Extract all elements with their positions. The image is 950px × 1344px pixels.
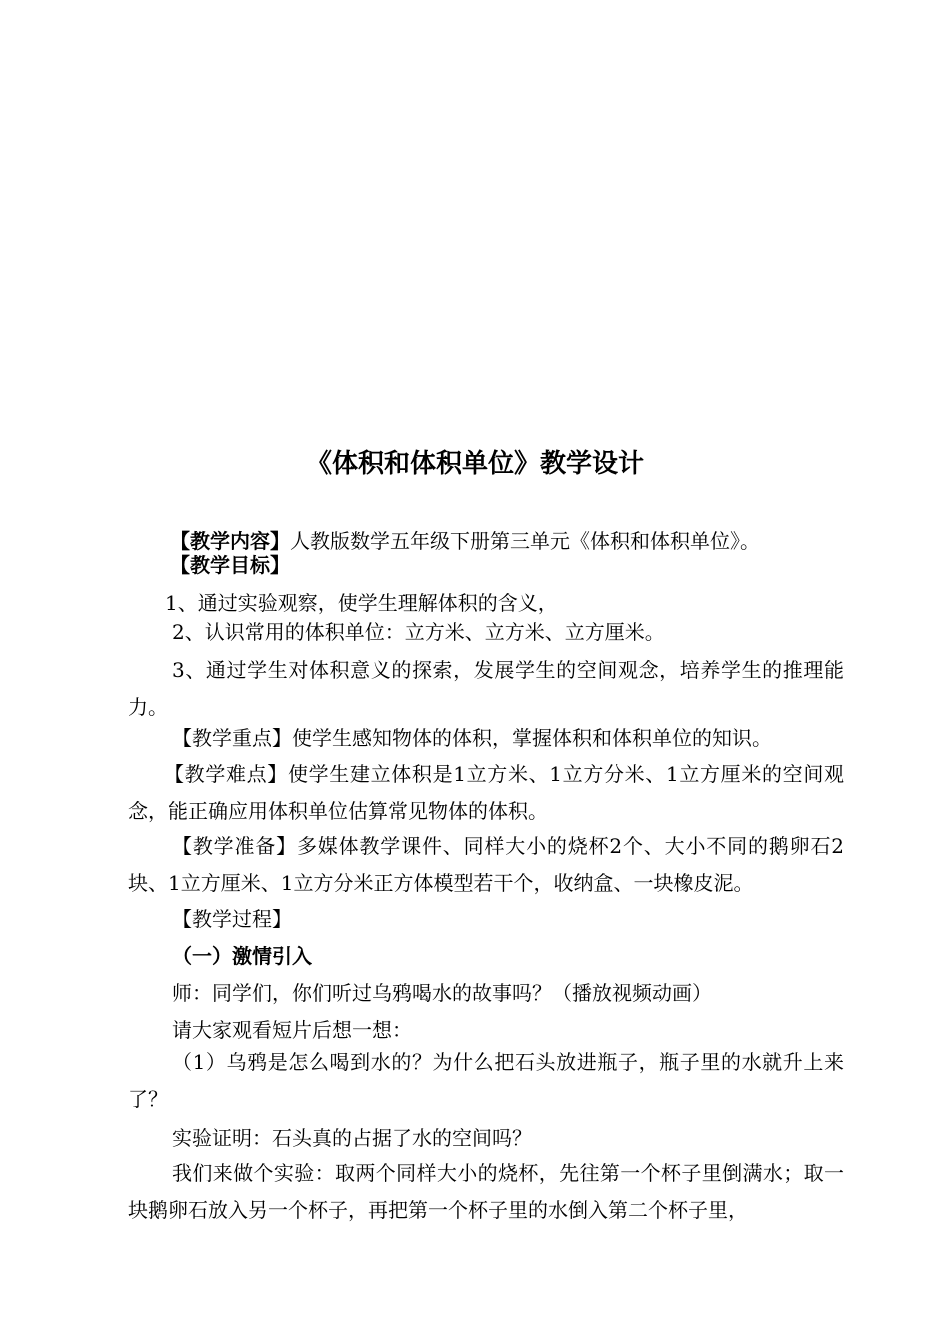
teaching-process-label: 【教学过程】 — [172, 907, 292, 931]
goal-1: 1、通过实验观察，使学生理解体积的含义， — [165, 591, 558, 615]
section-heading-intro: （一）激情引入 — [172, 944, 312, 968]
goal-3: 3、通过学生对体积意义的探索，发展学生的空间观念，培养学生的推理能力。 — [128, 658, 844, 719]
teaching-content-label: 【教学内容】 — [170, 529, 290, 553]
experiment-description: 我们来做个实验：取两个同样大小的烧杯，先往第一个杯子里倒满水；取一块鹅卵石放入另一个杯子，再把第一个杯子里的水倒入第二个杯子里， — [128, 1161, 844, 1222]
document-title: 《体积和体积单位》教学设计 — [305, 449, 644, 479]
teaching-difficulty: 【教学难点】使学生建立体积是1立方米、1立方分米、1立方厘米的空间观念，能正确应用体积单位估算常见物体的体积。 — [128, 762, 844, 823]
think-prompt: 请大家观看短片后想一想： — [172, 1018, 412, 1042]
teaching-preparation: 【教学准备】多媒体教学课件、同样大小的烧杯2个、大小不同的鹅卵石2块、1立方厘米、1立方分米正方体模型若干个，收纳盒、一块橡皮泥。 — [128, 834, 844, 895]
teaching-content-text: 人教版数学五年级下册第三单元《体积和体积单位》。 — [290, 529, 760, 553]
teaching-key-point: 【教学重点】使学生感知物体的体积，掌握体积和体积单位的知识。 — [172, 726, 772, 750]
teaching-goals-label: 【教学目标】 — [170, 553, 290, 577]
teacher-question: 师：同学们，你们听过乌鸦喝水的故事吗？（播放视频动画） — [172, 981, 712, 1005]
question-1: （1）乌鸦是怎么喝到水的？为什么把石头放进瓶子，瓶子里的水就升上来了？ — [128, 1050, 844, 1111]
experiment-question: 实验证明：石头真的占据了水的空间吗？ — [172, 1126, 532, 1150]
goal-2: 2、认识常用的体积单位：立方米、立方米、立方厘米。 — [172, 620, 665, 644]
